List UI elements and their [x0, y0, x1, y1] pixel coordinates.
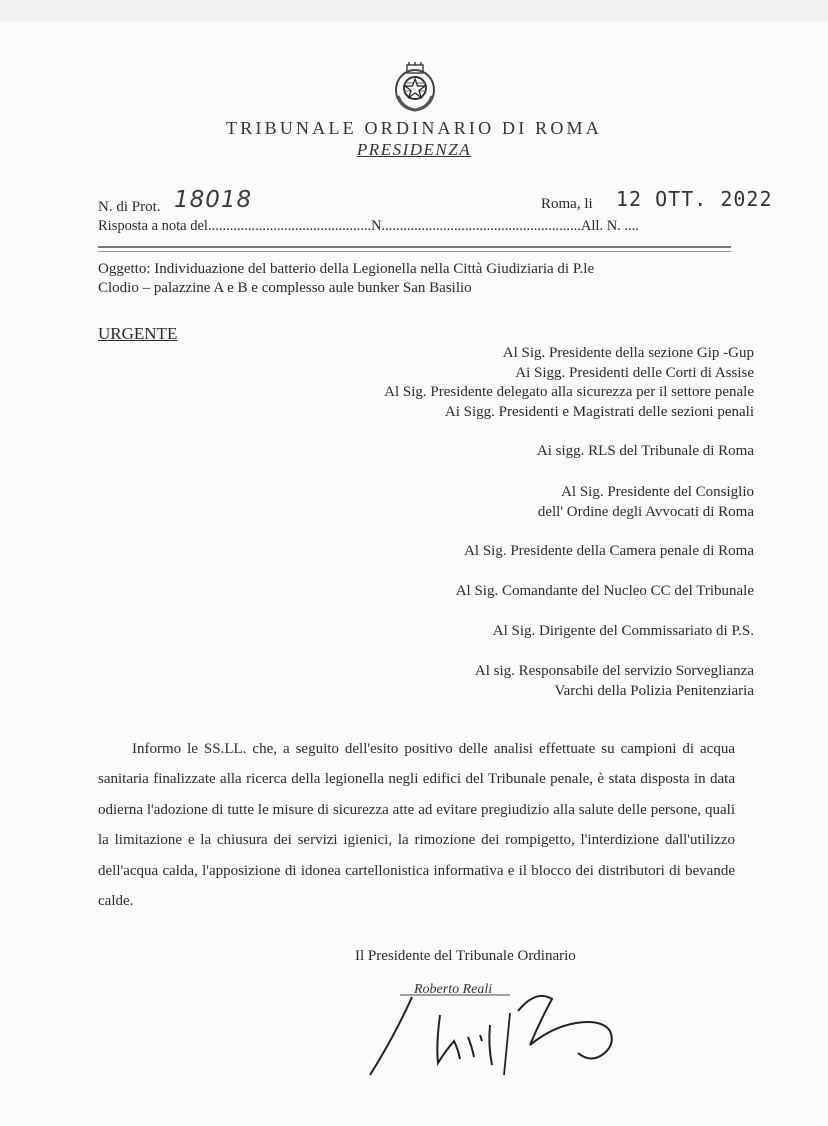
recipient-line: Al Sig. Presidente della sezione Gip -Gup: [502, 345, 754, 361]
reply-reference-line: Risposta a nota del.............................................N.......................................................All. N. ....: [98, 218, 639, 234]
recipient-line: Al sig. Responsabile del servizio Sorveglianza: [474, 663, 754, 679]
divider: [98, 246, 731, 248]
signatory-title: Il Presidente del Tribunale Ordinario: [355, 948, 576, 964]
recipient-line: Al Sig. Dirigente del Commissariato di P.S.: [492, 623, 754, 639]
recipient-line: dell' Ordine degli Avvocati di Roma: [537, 503, 754, 520]
recipient-block: [464, 542, 754, 562]
recipient-line: Al Sig. Presidente del Consiglio: [561, 484, 754, 500]
protocol-number: 18018: [174, 187, 253, 213]
recipient-block: [384, 344, 754, 422]
recipient-block: [456, 582, 754, 602]
recipient-block: [538, 483, 754, 522]
recipient-line: Varchi della Polizia Penitenziaria: [554, 682, 754, 699]
court-name: TRIBUNALE ORDINARIO DI ROMA: [226, 118, 602, 138]
recipient-line: Al Sig. Presidente della Camera penale di Roma: [464, 543, 754, 559]
recipient-block: [537, 442, 754, 462]
scan-edge: [0, 0, 828, 22]
recipient-line: Ai sigg. RLS del Tribunale di Roma: [536, 443, 754, 459]
recipient-block: [475, 662, 754, 701]
recipient-block: [493, 622, 754, 642]
urgency-label: URGENTE: [98, 324, 178, 343]
protocol-label: N. di Prot.: [98, 199, 161, 215]
letter-body: [98, 734, 735, 916]
italian-republic-emblem-icon: [392, 62, 438, 114]
subject-line: Clodio – palazzine A e B e complesso aule bunker San Basilio: [98, 280, 472, 296]
recipient-line: Al Sig. Comandante del Nucleo CC del Tribunale: [455, 583, 754, 599]
date-stamp: 12 OTT. 2022: [616, 187, 773, 211]
signatory-name: Roberto Reali: [414, 982, 493, 997]
office-name: PRESIDENZA: [356, 140, 472, 159]
recipient-line: Al Sig. Presidente delegato alla sicurezza per il settore penale: [384, 384, 754, 400]
recipient-line: Ai Sigg. Presidenti delle Corti di Assise: [515, 364, 754, 381]
date-place-label: Roma, li: [541, 196, 593, 212]
body-paragraph: Informo le SS.LL. che, a seguito dell'esito positivo delle analisi effettuate su campioni di acqua sanitaria finalizzate alla ricerca della legionella negli edifici del Tribunale penale, è stata disposta in data odierna l'adozione di tutte le misure di sicurezza atte ad evitare pregiudizio alla salute delle persone, quali la limitazione e la chiusura dei servizi igienici, la rimozione dei rompigetto, l'interdizione dall'utilizzo dell'acqua calda, l'apposizione di idonea cartellonistica informativa e il blocco dei distributori di bevande calde.: [98, 741, 735, 910]
divider: [98, 251, 731, 252]
subject-line: Oggetto: Individuazione del batterio della Legionella nella Città Giudiziaria di P.le: [98, 261, 595, 277]
recipient-line: Ai Sigg. Presidenti e Magistrati delle sezioni penali: [444, 403, 754, 420]
